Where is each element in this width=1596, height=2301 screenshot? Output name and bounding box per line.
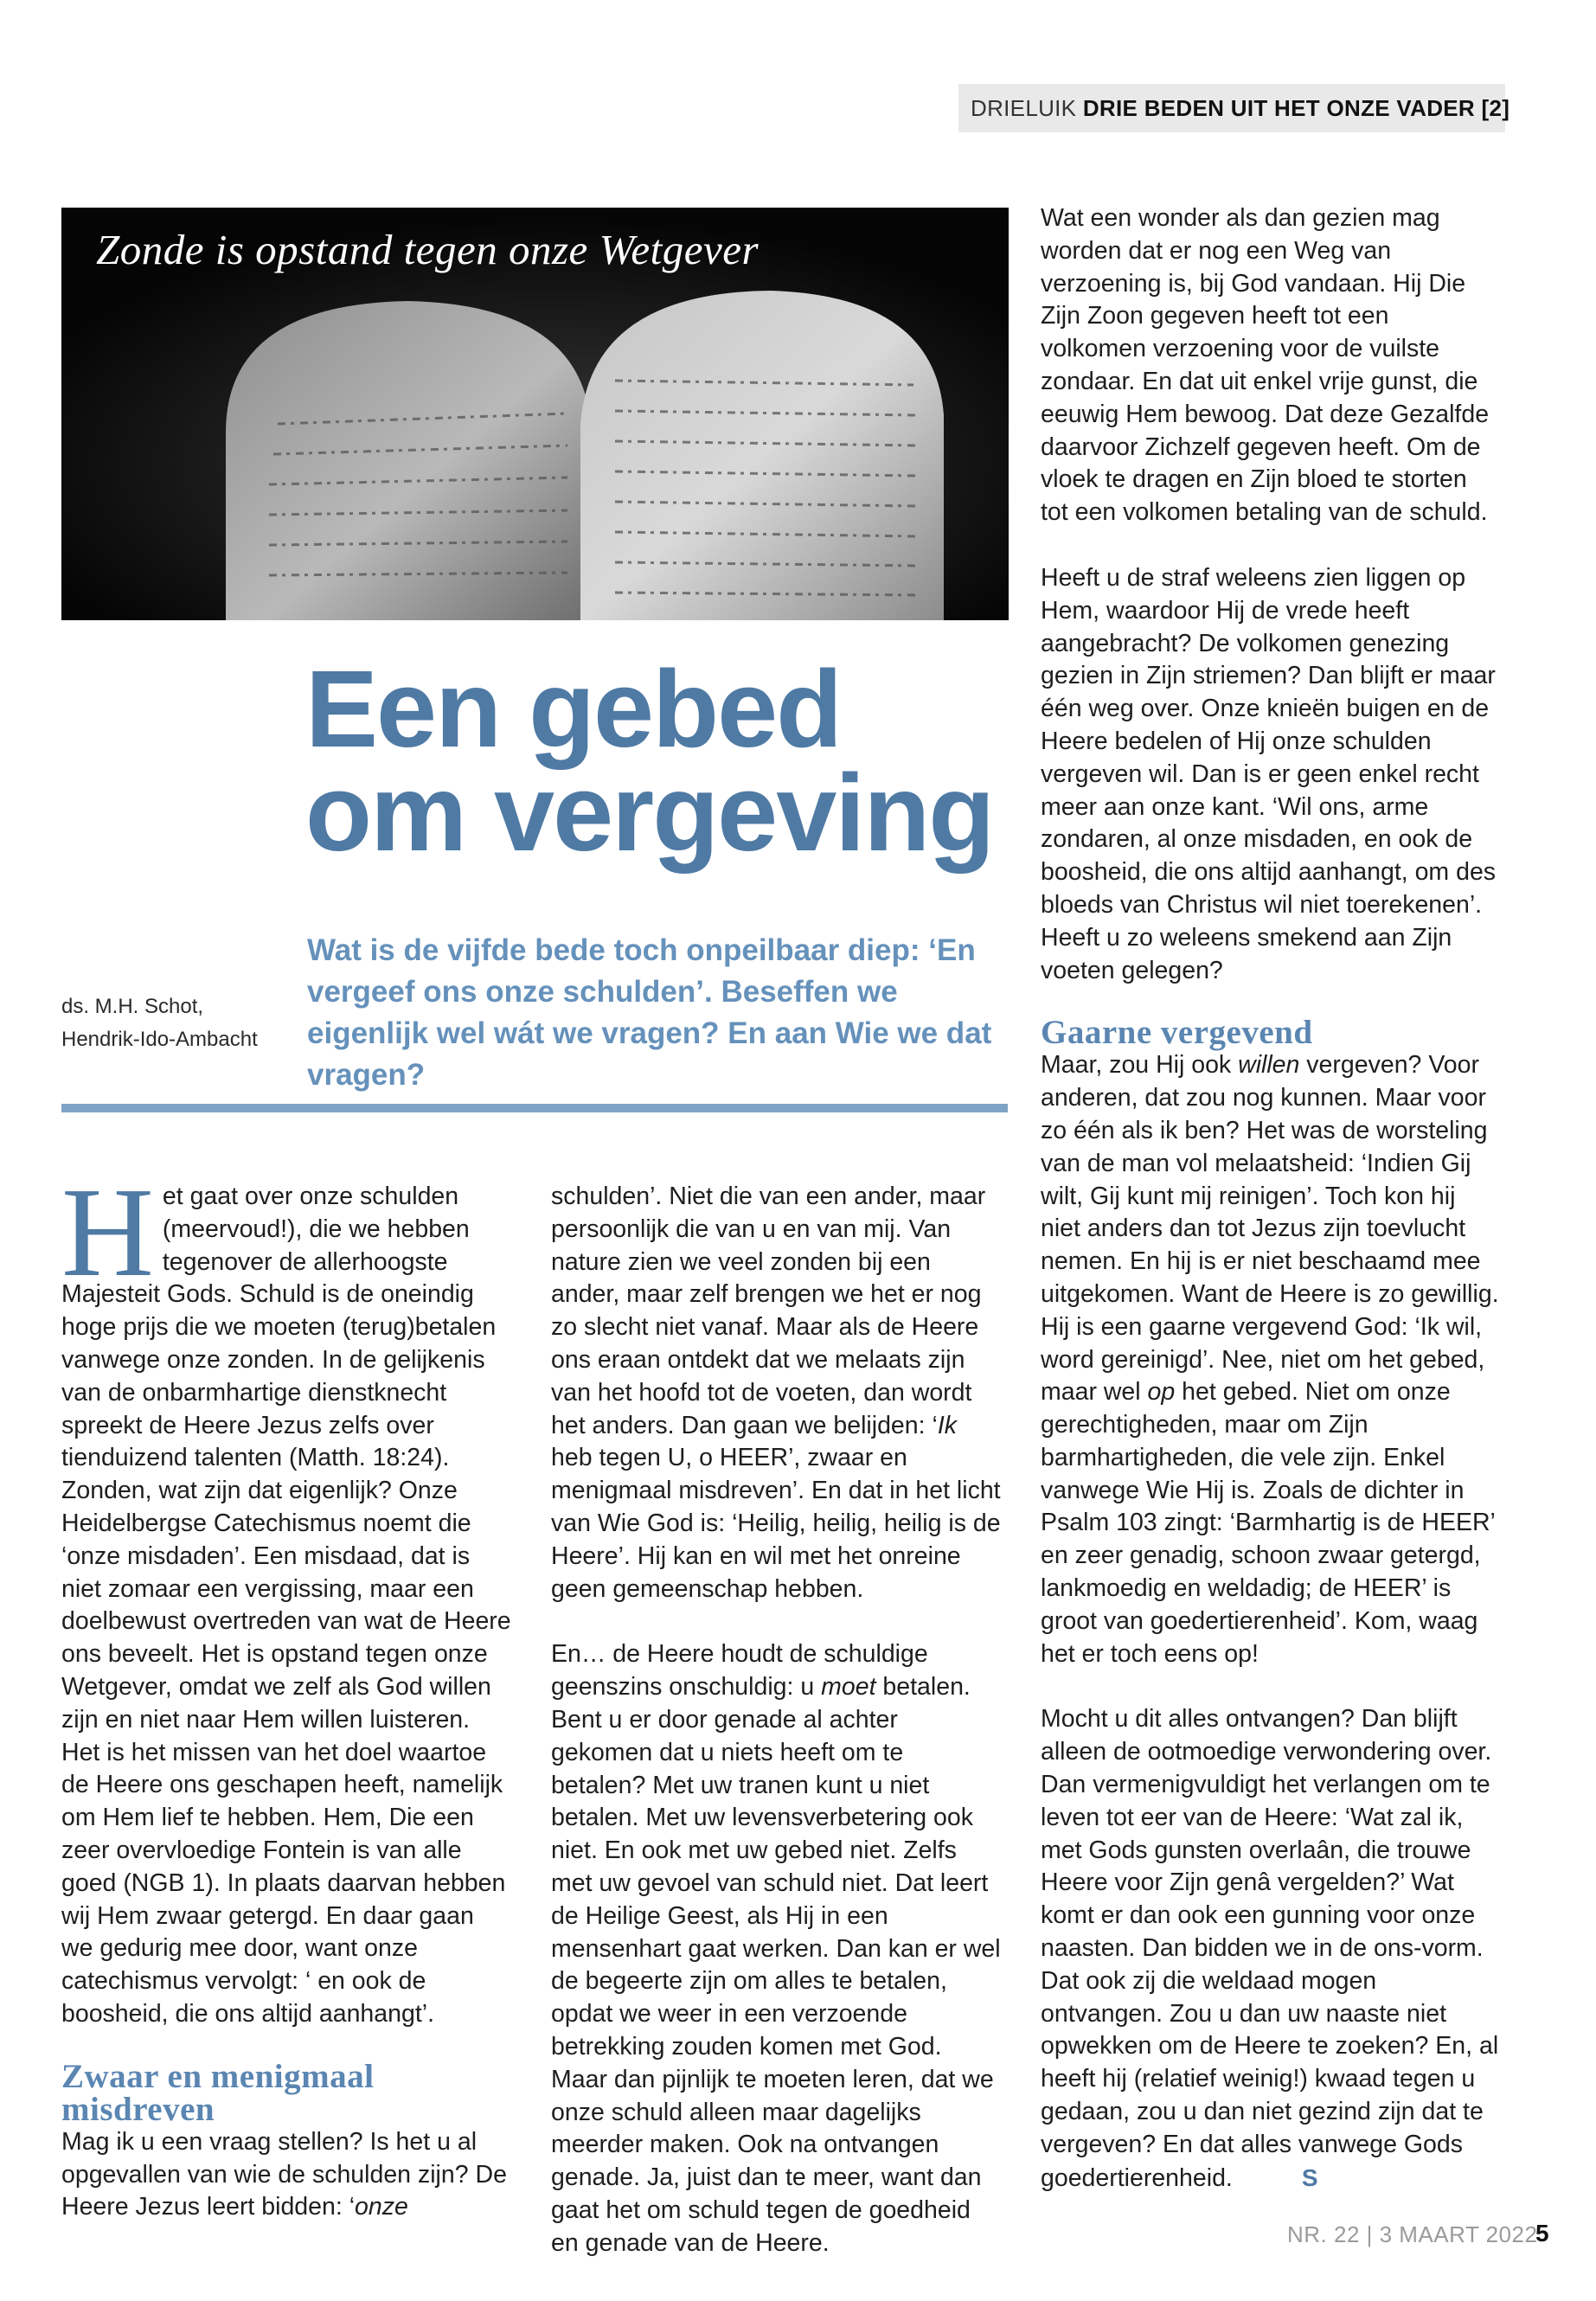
right-tablet — [580, 291, 944, 620]
emphasis: op — [1147, 1378, 1176, 1407]
paragraph-text: En… de Heere houdt de schuldige geenszins onschuldig: u — [551, 1640, 928, 1702]
paragraph-text: schulden’. Niet die van een ander, maar persoonlijk die van u en van mij. Van nature zien we veel zonden bij een ander, maar zelf brengen we het er nog zo slecht niet vanaf. Maar als de Heere ons eraan ontdekt dat we melaats zijn van het hoofd tot de voeten, dan wordt het anders. Dan gaan we belijden: ‘ — [551, 1183, 986, 1439]
series-label: DRIELUIK — [971, 95, 1077, 121]
paragraph — [1041, 1703, 1499, 2195]
article-title: Een gebed om vergeving — [305, 648, 994, 874]
subheading: Zwaar en menigmaal misdreven — [61, 2057, 375, 2128]
body-column-3 — [1041, 202, 1499, 2195]
hero-image — [61, 208, 1009, 620]
emphasis: Ik — [937, 1411, 957, 1439]
paragraph-text: et gaat over onze schulden (meervoud!), die we hebben tegenover de allerhoogste Majesteit Gods. Schuld is de oneindig hoge prijs die we moeten (terug)betalen vanwege onze zonden. In de gelijkenis van de onbarmhartige dienstknecht spreekt de Heere Jezus zelfs over tienduizend talenten (Matth. 18:24). Zonden, wat zijn dat eigenlijk? Onze Heidelbergse Catechismus noemt die ‘onze misdaden’. Een misdaad, dat is niet zomaar een vergissing, maar een doelbewust overtreden van wat de Heere ons beveelt. Het is opstand tegen onze Wetgever, omdat we zelf als God willen zijn en niet naar Hem willen luisteren. Het is het missen van het doel waartoe de Heere ons geschapen heeft, namelijk om Hem lief te hebben. Hem, Die een zeer overvloedige Fontein is van alle goed (NGB 1). In plaats daarvan hebben wij Hem zwaar getergd. En daar gaan we gedurig mee door, want onze catechismus vervolgt: ‘ en ook de boosheid, die ons altijd aanhangt’. — [61, 1183, 511, 2028]
paragraph-text: het gebed. Niet om onze gerechtigheden, maar om Zijn barmhartigheden, die vele zijn. Enkel vanwege Wie Hij is. Zoals de dichter in Psalm 103 zingt: ‘Barmhartig is de HEER’ en zeer genadig, schoon zwaar getergd, lankmoedig en weldadig; de HEER’ is groot van goedertierenheid’. Kom, waag het er toch eens op! — [1041, 1378, 1495, 1668]
author-place: Hendrik-Ido-Ambacht — [61, 1028, 258, 1051]
issue-info: NR. 22 | 3 MAART 2022 — [1287, 2221, 1538, 2247]
page-number: 5 — [1535, 2220, 1549, 2247]
drop-cap: H — [61, 1162, 154, 1304]
emphasis: moet — [821, 1673, 876, 1702]
running-header — [958, 84, 1510, 132]
left-tablet — [226, 301, 591, 620]
body-column-1 — [61, 1162, 511, 2224]
hero-caption: Zonde is opstand tegen onze Wetgever — [96, 226, 760, 273]
paragraph: Wat een wonder als dan gezien mag worden dat er nog een Weg van verzoening is, bij God vandaan. Hij Die Zijn Zoon gegeven heeft tot een volkomen verzoening voor de vuilste zondaar. En dat uit enkel vrije gunst, die eeuwig Hem bewoog. Dat deze Gezalfde daarvoor Zichzelf gegeven heeft. Om de vloek te dragen en Zijn bloed te storten tot een volkomen betaling van de schuld. — [1041, 204, 1490, 527]
paragraph — [61, 1162, 511, 2031]
paragraph-text: betalen. Bent u er door genade al achter gekomen dat u niets heeft om te betalen? Met uw tranen kunt u niet betalen. Met uw levensverbetering ook niet. En ook met uw gebed niet. Zelfs met uw gevoel van schuld niet. Dat leert de Heilige Geest, als Hij in een mensenhart gaat werken. Dan kan er wel de begeerte zijn om alles te betalen, opdat we weer in een verzoende betrekking zouden komen met God. Maar dan pijnlijk te moeten leren, dat we onze schuld alleen maar dagelijks meerder maken. Ook na ontvangen genade. Ja, juist dan te meer, want dan gaat het om schuld tegen de goedheid en genade van de Heere. — [551, 1673, 1001, 2257]
article-lead: Wat is de vijfde bede toch onpeilbaar diep: ‘En vergeef ons onze schulden’. Beseffen we eigenlijk wel wát we vragen? En aan Wie we dat vragen? — [307, 933, 992, 1092]
emphasis: willen — [1238, 1051, 1300, 1080]
author-byline — [61, 990, 304, 1056]
paragraph-text: heb tegen U, o HEER’, zwaar en menigmaal misdreven’. En dat in het licht van Wie God is: ‘Heilig, heilig, heilig is de Heere’. Hij kan en wil met het onreine geen gemeenschap hebben. — [551, 1444, 1001, 1603]
subheading: Gaarne vergevend — [1041, 1014, 1313, 1052]
author-name: ds. M.H. Schot, — [61, 995, 204, 1018]
paragraph-text: vergeven? Voor anderen, dat zou nog kunnen. Maar voor zo één als ik ben? Het was de worsteling van de man vol melaatsheid: ‘Indien Gij wilt, Gij kunt mij reinigen’. Toch kon hij niet anders dan tot Jezus zijn toevlucht nemen. En hij is er niet beschaamd mee uitgekomen. Want de Heere is zo gewillig. Hij is een gaarne vergevend God: ‘Ik wil, word gereinigd’. Nee, niet om het gebed, maar wel — [1041, 1051, 1499, 1407]
paragraph: Heeft u de straf weleens zien liggen op Hem, waardoor Hij de vrede heeft aangebracht? De volkomen genezing gezien in Zijn striemen? Dan blijft er maar één weg over. Onze knieën buigen en de Heere bedelen of Hij onze schulden vergeven wil. Dan is er geen enkel recht meer aan onze kant. ‘Wil ons, arme zondaren, al onze misdaden, en ook de boosheid, die ons altijd aanhangt, om des bloeds van Christus wil niet toerekenen’. Heeft u zo weleens smekend aan Zijn voeten gelegen? — [1041, 563, 1497, 984]
paragraph — [1041, 1049, 1499, 1670]
end-mark-icon: S — [1301, 2163, 1318, 2191]
paragraph — [551, 1181, 1001, 1606]
divider-rule — [61, 1104, 1008, 1112]
paragraph-text: Mocht u dit alles ontvangen? Dan blijft alleen de ootmoedige verwondering over. Dan vermenigvuldigt het verlangen om te leven tot eer van de Heere: ‘Wat zal ik, met Gods gunsten overlaân, die trouwe Heere voor Zijn genâ vergelden?’ Wat komt er dan ook een gunning voor onze naasten. Dan bidden we in de ons-vorm. Dat ook zij die weldaad mogen ontvangen. Zou u dan uw naaste niet opwekken om de Heere te zoeken? En, al heeft hij (relatief weinig!) kwaad tegen u gedaan, zou u dan niet gezind zijn dat te vergeven? En dat alles vanwege Gods goedertierenheid. — [1041, 1705, 1499, 2192]
series-topic: DRIE BEDEN UIT HET ONZE VADER [2] — [1082, 95, 1510, 121]
paragraph-text: Maar, zou Hij ook — [1041, 1051, 1239, 1080]
body-column-2 — [551, 1181, 1001, 2260]
emphasis: onze — [355, 2193, 408, 2221]
paragraph-text: Mag ik u een vraag stellen? Is het u al opgevallen van wie de schulden zijn? De Heere Jezus leert bidden: ‘ — [61, 2127, 507, 2221]
paragraph — [61, 2126, 511, 2224]
paragraph — [551, 1638, 1001, 2259]
